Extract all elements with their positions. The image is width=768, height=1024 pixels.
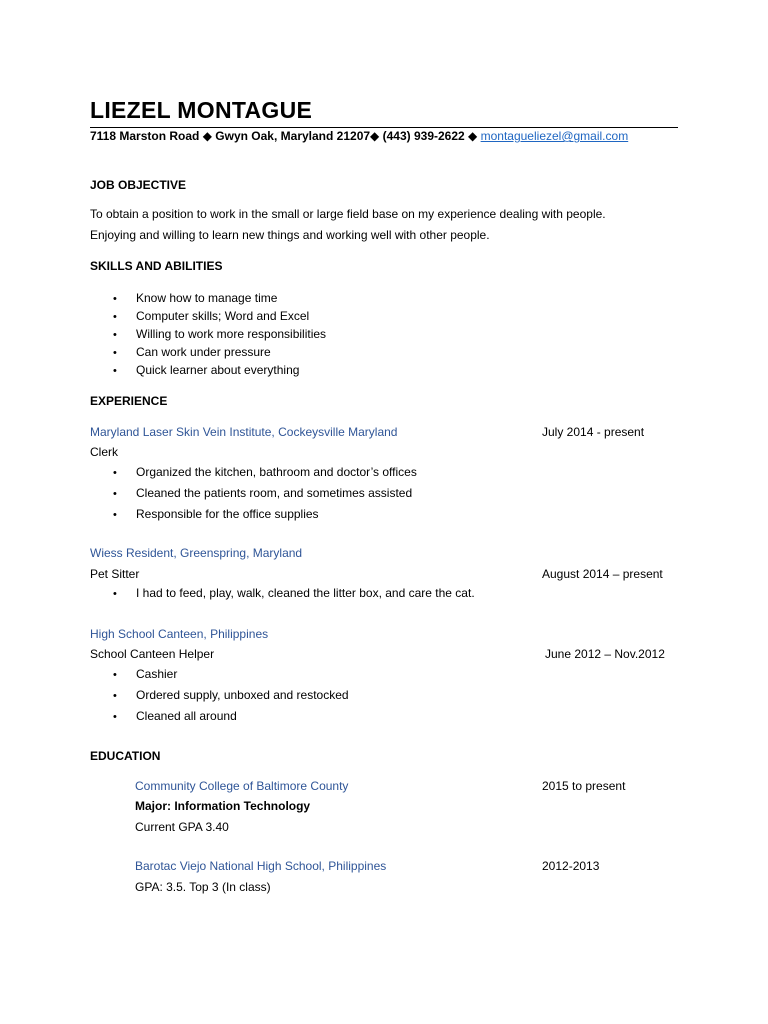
list-item xyxy=(113,666,177,683)
bullet-icon: • xyxy=(113,588,117,600)
gpa: GPA: 3.5. Top 3 (In class) xyxy=(135,880,271,894)
list-item xyxy=(113,506,319,523)
bullet-icon: • xyxy=(113,293,117,305)
duty-text: Ordered supply, unboxed and restocked xyxy=(136,688,349,702)
list-item xyxy=(113,362,299,379)
job-title: School Canteen Helper xyxy=(90,647,215,661)
list-item xyxy=(113,464,417,481)
diamond-separator-icon: ◆ xyxy=(468,129,478,143)
bullet-icon: • xyxy=(113,311,117,323)
skill-text: Computer skills; Word and Excel xyxy=(136,309,310,323)
bullet-icon: • xyxy=(113,488,117,500)
job-objective-line-1: To obtain a position to work in the small or large field base on my experience dealing with people. xyxy=(90,207,606,221)
list-item xyxy=(113,485,412,502)
skill-text: Quick learner about everything xyxy=(136,363,300,377)
duty-text: Cashier xyxy=(136,667,178,681)
list-item xyxy=(113,687,349,704)
job-dates: August 2014 – present xyxy=(542,567,663,581)
list-item xyxy=(113,585,475,602)
list-item xyxy=(113,708,237,725)
bullet-icon: • xyxy=(113,467,117,479)
employer-name: High School Canteen, Philippines xyxy=(90,627,269,641)
skill-text: Know how to manage time xyxy=(136,291,278,305)
experience-heading: EXPERIENCE xyxy=(90,394,168,408)
list-item xyxy=(113,308,309,325)
job-title: Pet Sitter xyxy=(90,567,140,581)
city-state-zip: Gwyn Oak, Maryland 21207 xyxy=(215,129,371,143)
skills-heading: SKILLS AND ABILITIES xyxy=(90,259,223,273)
diamond-separator-icon: ◆ xyxy=(202,129,212,143)
skill-text: Can work under pressure xyxy=(136,345,271,359)
school-dates: 2015 to present xyxy=(542,779,626,793)
list-item xyxy=(113,326,326,343)
diamond-separator-icon: ◆ xyxy=(370,129,380,143)
duty-text: Responsible for the office supplies xyxy=(136,507,319,521)
bullet-icon: • xyxy=(113,711,117,723)
gpa: Current GPA 3.40 xyxy=(135,820,229,834)
duty-text: Cleaned all around xyxy=(136,709,237,723)
duty-text: I had to feed, play, walk, cleaned the litter box, and care the cat. xyxy=(136,586,475,600)
employer-name: Wiess Resident, Greenspring, Maryland xyxy=(90,546,303,560)
school-name: Barotac Viejo National High School, Philippines xyxy=(135,859,387,873)
job-dates: July 2014 - present xyxy=(542,425,645,439)
education-heading: EDUCATION xyxy=(90,749,161,763)
bullet-icon: • xyxy=(113,509,117,521)
email-link[interactable]: montagueliezel@gmail.com xyxy=(480,129,629,143)
major: Major: Information Technology xyxy=(135,799,311,813)
skill-text: Willing to work more responsibilities xyxy=(136,327,327,341)
bullet-icon: • xyxy=(113,669,117,681)
bullet-icon: • xyxy=(113,347,117,359)
job-objective-line-2: Enjoying and willing to learn new things and working well with other people. xyxy=(90,228,490,242)
address: 7118 Marston Road xyxy=(90,129,200,143)
phone-number: (443) 939-2622 xyxy=(382,129,465,143)
job-dates: June 2012 – Nov.2012 xyxy=(545,647,665,661)
duty-text: Cleaned the patients room, and sometimes assisted xyxy=(136,486,413,500)
list-item xyxy=(113,344,271,361)
job-objective-heading: JOB OBJECTIVE xyxy=(90,178,187,192)
bullet-icon: • xyxy=(113,690,117,702)
employer-name: Maryland Laser Skin Vein Institute, Cockeysville Maryland xyxy=(90,425,398,439)
school-dates: 2012-2013 xyxy=(542,859,600,873)
job-title: Clerk xyxy=(90,445,119,459)
bullet-icon: • xyxy=(113,329,117,341)
duty-text: Organized the kitchen, bathroom and doctor’s offices xyxy=(136,465,417,479)
school-name: Community College of Baltimore County xyxy=(135,779,349,793)
applicant-name: LIEZEL MONTAGUE xyxy=(90,97,313,123)
list-item xyxy=(113,290,277,307)
bullet-icon: • xyxy=(113,365,117,377)
contact-line xyxy=(90,127,678,145)
